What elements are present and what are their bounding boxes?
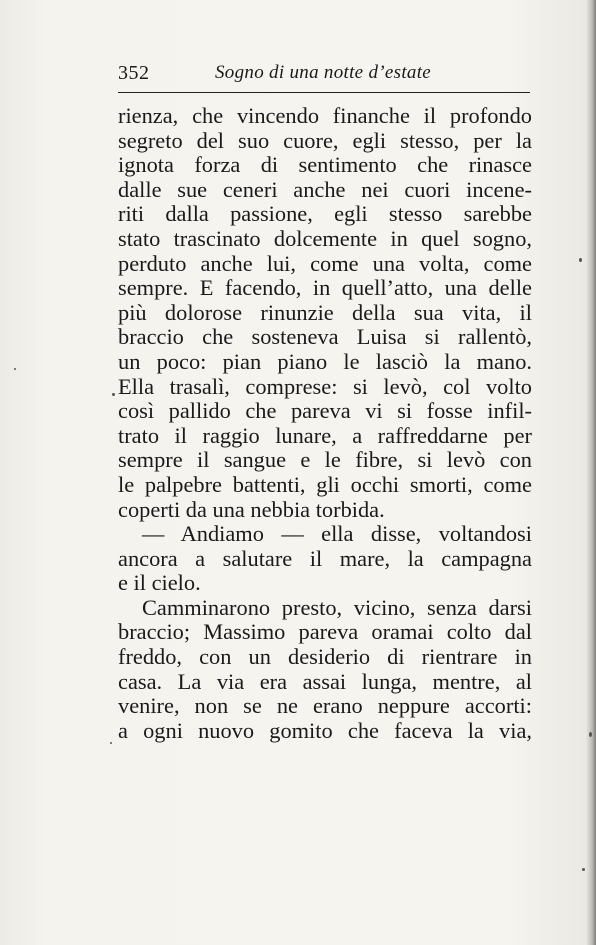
text-line: casa. La via era assai lunga, mentre, al [118, 668, 532, 694]
text-line: stato trascinato dolcemente in quel sogno, [118, 225, 532, 251]
text-line: ancora a salutare il mare, la campagna [118, 545, 532, 571]
text-line: un poco: pian piano le lasciò la mano. [118, 348, 532, 374]
text-line: più dolorose rinunzie della sua vita, il [118, 299, 532, 325]
text-line: e il cielo. [118, 570, 201, 596]
ink-speck [14, 368, 16, 370]
text-line: rienza, che vincendo finanche il profondo [118, 103, 532, 128]
text-line: sempre il sangue e le fibre, si levò con [118, 447, 532, 473]
text-line: perduto anche lui, come una volta, come [118, 250, 532, 276]
text-line: riti dalla passione, egli stesso sarebbe [118, 201, 532, 227]
page-header [118, 58, 532, 90]
ink-speck [110, 742, 112, 744]
text-line: sempre. E facendo, in quell’atto, una delle [118, 275, 532, 301]
text-line: le palpebre battenti, gli occhi smorti, come [118, 471, 532, 497]
text-line: a ogni nuovo gomito che faceva la via, [118, 717, 532, 743]
text-line: ignota forza di sentimento che rinasce [118, 152, 532, 178]
text-line: braccio; Massimo pareva oramai colto dal [118, 619, 532, 645]
ink-speck [582, 868, 585, 871]
text-line: venire, non se ne erano neppure accorti: [118, 693, 532, 719]
ink-speck [579, 258, 582, 262]
text-line: dalle sue ceneri anche nei cuori incene- [118, 176, 532, 202]
ink-speck [112, 393, 115, 396]
page-number: 352 [118, 62, 150, 84]
text-line: trato il raggio lunare, a raffreddarne per [118, 422, 532, 448]
running-title: Sogno di una notte d’estate [215, 62, 432, 83]
text-line: coperti da una nebbia torbida. [118, 496, 385, 522]
text-line: Camminarono presto, vicino, senza darsi [142, 594, 532, 620]
text-line: così pallido che pareva vi si fosse infil- [118, 398, 532, 424]
page-edge-shadow [586, 0, 596, 945]
text-line: braccio che sosteneva Luisa si rallentò, [118, 324, 532, 350]
text-line: Ella trasalì, comprese: si levò, col volto [118, 373, 532, 399]
body-text [118, 104, 532, 743]
ink-speck [589, 732, 592, 737]
header-rule [118, 92, 530, 93]
text-line: segreto del suo cuore, egli stesso, per la [118, 127, 532, 153]
text-line: — Andiamo — ella disse, voltandosi [142, 521, 532, 547]
text-line: freddo, con un desiderio di rientrare in [118, 644, 532, 670]
